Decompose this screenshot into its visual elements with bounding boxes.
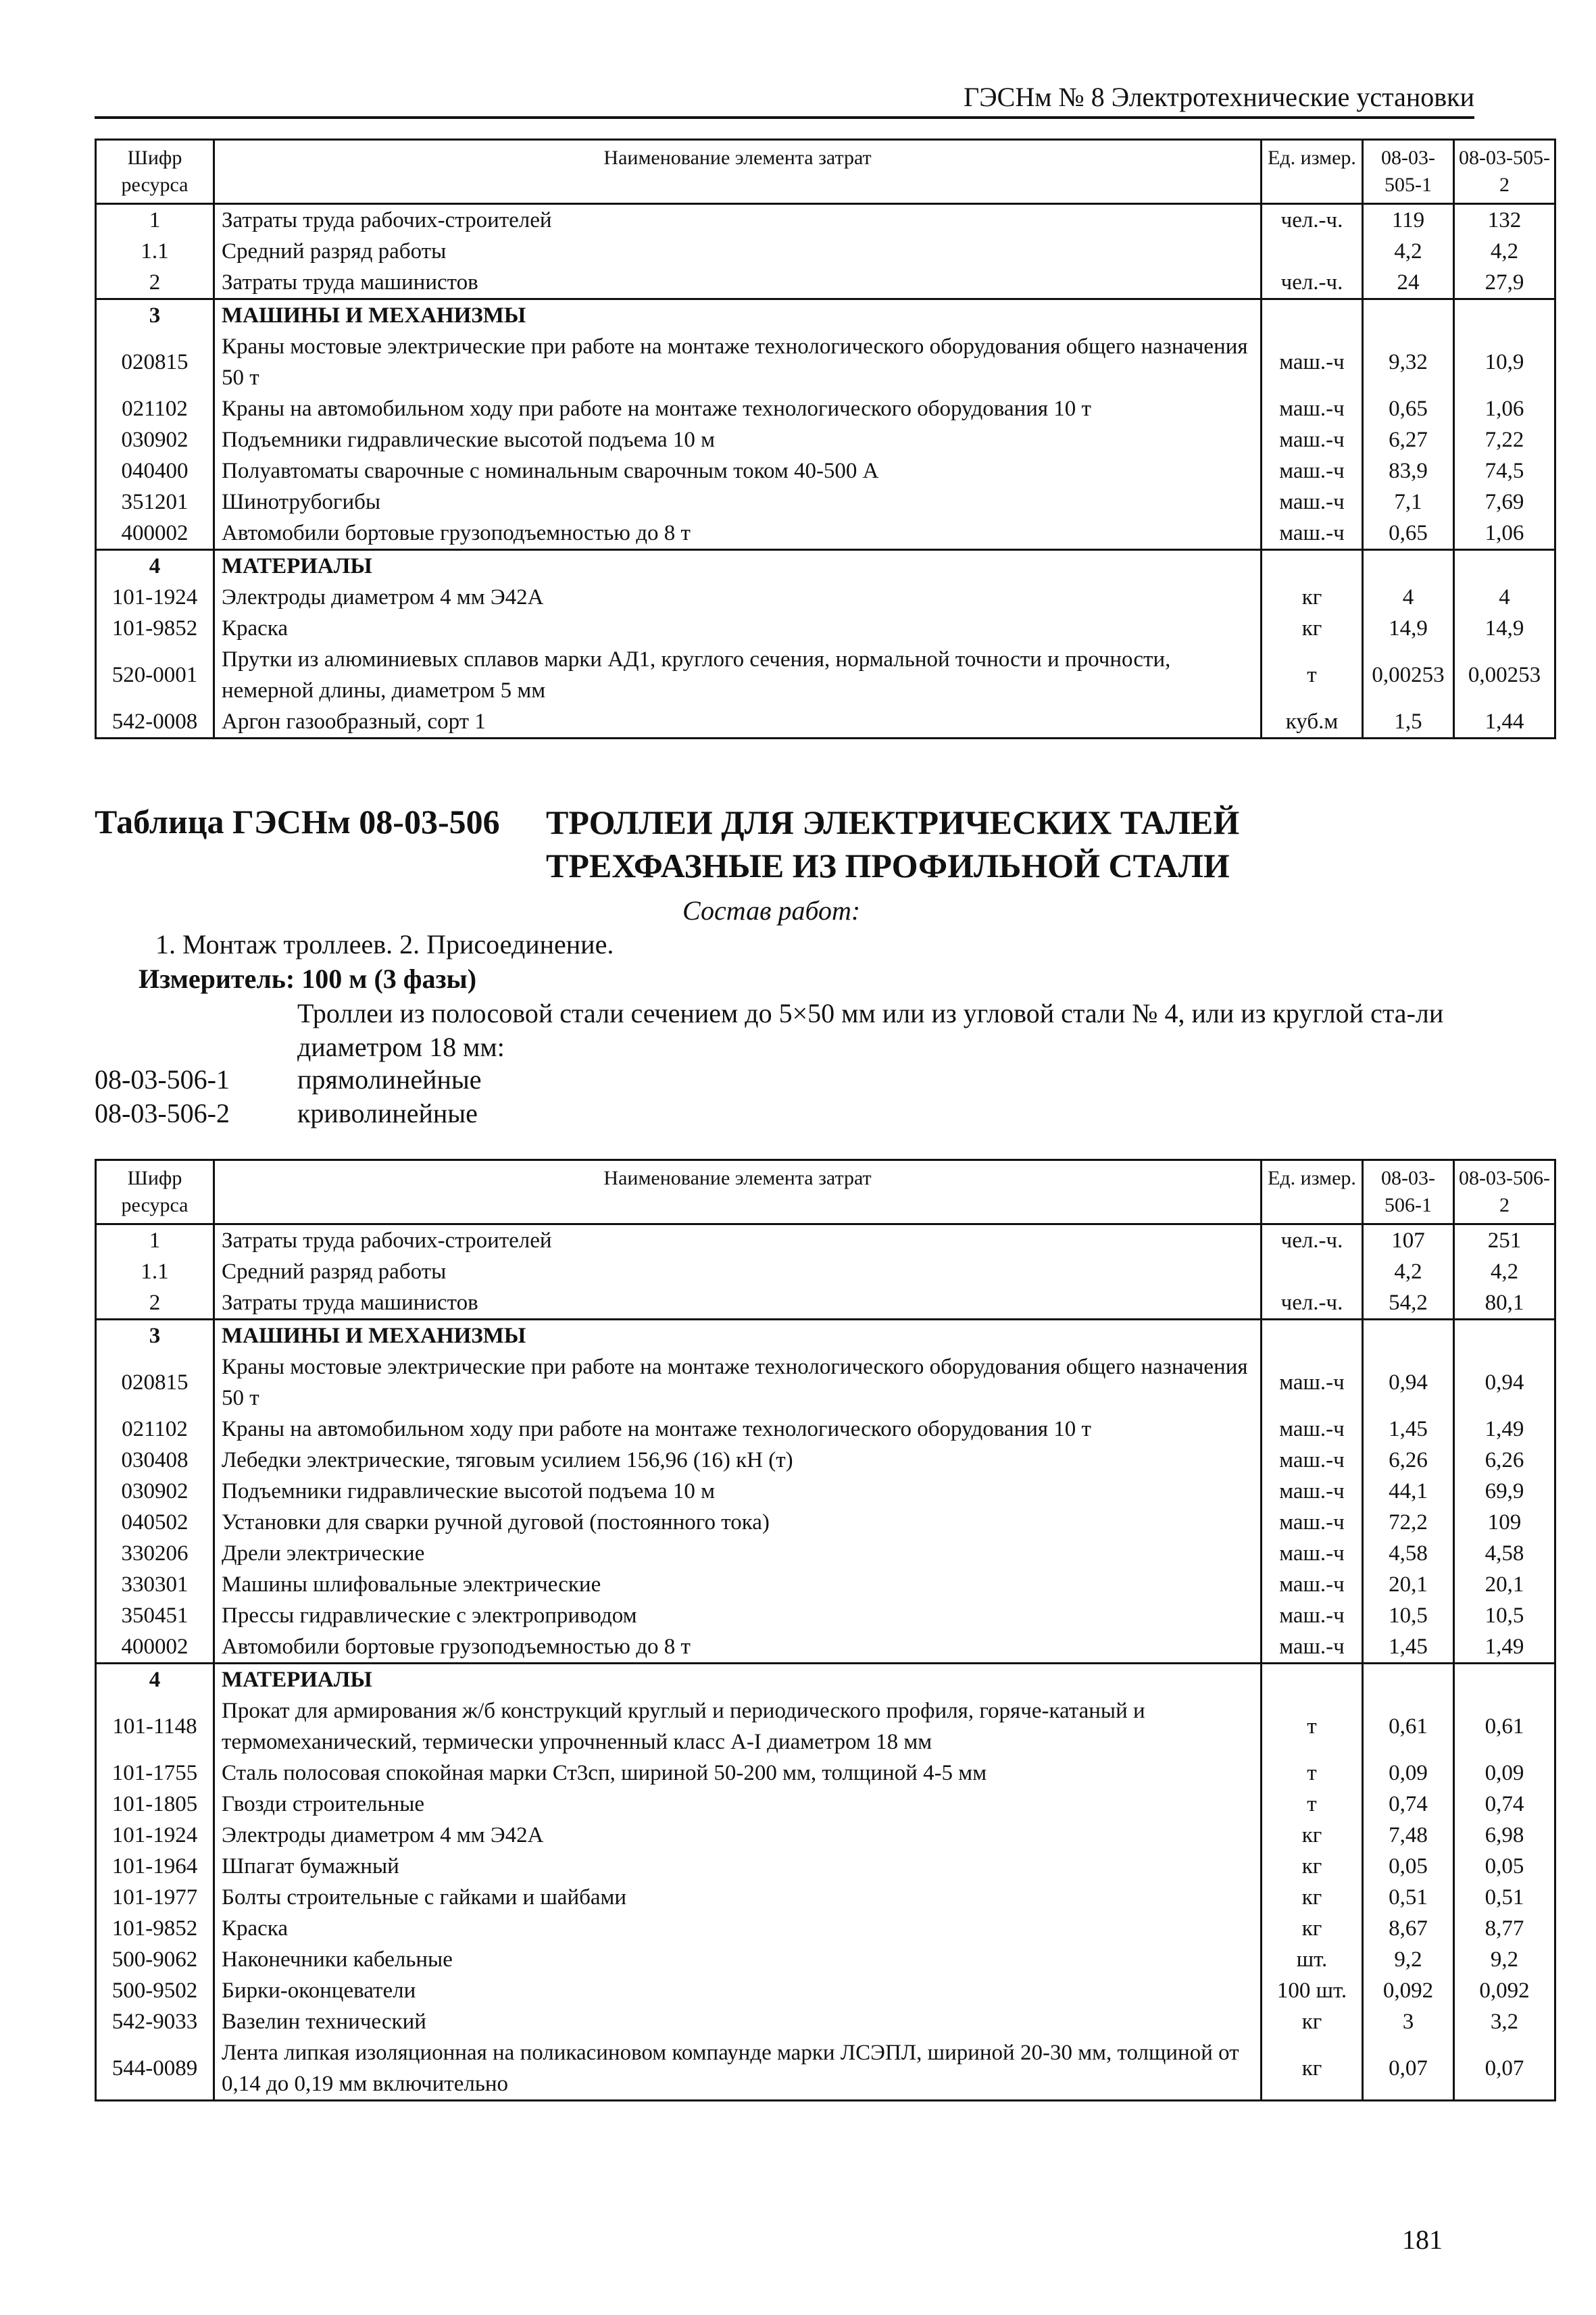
cell-value-2: 7,69 bbox=[1454, 487, 1555, 518]
variant-2-code: 08-03-506-2 bbox=[95, 1098, 230, 1128]
cell-code: 101-1805 bbox=[96, 1789, 214, 1820]
table-row bbox=[96, 613, 1555, 644]
cell-name: Дрели электрические bbox=[214, 1538, 1262, 1569]
table-row bbox=[96, 1758, 1555, 1789]
cell-value-2: 1,06 bbox=[1454, 393, 1555, 424]
table-row bbox=[96, 1507, 1555, 1538]
cell-value-1: 0,94 bbox=[1363, 1351, 1454, 1414]
cell-value-2: 74,5 bbox=[1454, 455, 1555, 487]
cell-value-1: 0,61 bbox=[1363, 1695, 1454, 1758]
cell-name: МАШИНЫ И МЕХАНИЗМЫ bbox=[214, 1320, 1262, 1352]
cell-code: 020815 bbox=[96, 331, 214, 393]
header-unit: Ед. измер. bbox=[1262, 1160, 1363, 1224]
cell-unit: маш.-ч bbox=[1262, 455, 1363, 487]
table-row bbox=[96, 582, 1555, 613]
cell-name: Наконечники кабельные bbox=[214, 1944, 1262, 1975]
table-header-row bbox=[96, 1160, 1555, 1224]
cell-unit: кг bbox=[1262, 2006, 1363, 2037]
cell-unit: маш.-ч bbox=[1262, 331, 1363, 393]
table-row bbox=[96, 1851, 1555, 1882]
cell-value-1: 0,00253 bbox=[1363, 644, 1454, 706]
cell-value-2: 27,9 bbox=[1454, 267, 1555, 299]
cell-code: 542-0008 bbox=[96, 706, 214, 739]
table-row bbox=[96, 1538, 1555, 1569]
cell-code: 350451 bbox=[96, 1600, 214, 1631]
cell-value-2: 0,09 bbox=[1454, 1758, 1555, 1789]
cell-value-2: 8,77 bbox=[1454, 1913, 1555, 1944]
cell-value-1 bbox=[1363, 550, 1454, 582]
table-label: Таблица ГЭСНм 08-03-506 bbox=[95, 803, 500, 841]
table-row bbox=[96, 455, 1555, 487]
cell-name: Вазелин технический bbox=[214, 2006, 1262, 2037]
variant-1-name: прямолинейные bbox=[297, 1064, 482, 1095]
header-unit: Ед. измер. bbox=[1262, 140, 1363, 204]
cell-value-1 bbox=[1363, 1664, 1454, 1696]
cell-code: 351201 bbox=[96, 487, 214, 518]
cell-value-1: 3 bbox=[1363, 2006, 1454, 2037]
cell-value-1: 0,74 bbox=[1363, 1789, 1454, 1820]
cell-code: 1 bbox=[96, 1224, 214, 1257]
cell-unit: чел.-ч. bbox=[1262, 1224, 1363, 1257]
cell-name: Лента липкая изоляционная на поликасиновом компаунде марки ЛСЭПЛ, шириной 20-30 мм, толщиной от 0,14 до 0,19 мм включительно bbox=[214, 2037, 1262, 2101]
cell-name: Затраты труда машинистов bbox=[214, 1287, 1262, 1320]
cell-code: 030902 bbox=[96, 424, 214, 455]
table-row bbox=[96, 393, 1555, 424]
cell-name: Машины шлифовальные электрические bbox=[214, 1569, 1262, 1600]
table-row bbox=[96, 2006, 1555, 2037]
table-row bbox=[96, 487, 1555, 518]
table-row bbox=[96, 1600, 1555, 1631]
works-heading: Состав работ: bbox=[682, 895, 861, 926]
cell-unit: куб.м bbox=[1262, 706, 1363, 739]
cell-unit: 100 шт. bbox=[1262, 1975, 1363, 2006]
cell-unit: т bbox=[1262, 1789, 1363, 1820]
cell-value-1: 10,5 bbox=[1363, 1600, 1454, 1631]
cell-value-2: 109 bbox=[1454, 1507, 1555, 1538]
cell-value-1: 0,07 bbox=[1363, 2037, 1454, 2101]
cell-name: Краска bbox=[214, 613, 1262, 644]
cell-value-2: 69,9 bbox=[1454, 1476, 1555, 1507]
meter-value: 100 м (3 фазы) bbox=[301, 964, 477, 994]
cell-value-2: 14,9 bbox=[1454, 613, 1555, 644]
cell-unit: маш.-ч bbox=[1262, 1414, 1363, 1445]
cell-unit bbox=[1262, 550, 1363, 582]
table-body bbox=[96, 1224, 1555, 2101]
cell-unit bbox=[1262, 1320, 1363, 1352]
cell-value-2: 0,00253 bbox=[1454, 644, 1555, 706]
header-code: Шифр ресурса bbox=[96, 140, 214, 204]
header-code: Шифр ресурса bbox=[96, 1160, 214, 1224]
cell-value-1: 20,1 bbox=[1363, 1569, 1454, 1600]
cell-unit: чел.-ч. bbox=[1262, 267, 1363, 299]
cell-code: 101-1924 bbox=[96, 582, 214, 613]
table-title-line-1: ТРОЛЛЕИ ДЛЯ ЭЛЕКТРИЧЕСКИХ ТАЛЕЙ bbox=[546, 803, 1240, 841]
cell-code: 030902 bbox=[96, 1476, 214, 1507]
cell-value-2: 20,1 bbox=[1454, 1569, 1555, 1600]
cell-unit: кг bbox=[1262, 1820, 1363, 1851]
cell-name: Прокат для армирования ж/б конструкций круглый и периодического профиля, горяче-катаный и термомеханический, термически упрочненный класс А-I диаметром 18 мм bbox=[214, 1695, 1262, 1758]
cell-code: 2 bbox=[96, 1287, 214, 1320]
table-row bbox=[96, 1695, 1555, 1758]
table-row bbox=[96, 267, 1555, 299]
cell-value-1: 119 bbox=[1363, 204, 1454, 237]
cell-name: Краны мостовые электрические при работе на монтаже технологического оборудования общего назначения 50 т bbox=[214, 331, 1262, 393]
cell-code: 3 bbox=[96, 1320, 214, 1352]
table-row bbox=[96, 2037, 1555, 2101]
table-row bbox=[96, 706, 1555, 739]
cell-value-2: 0,61 bbox=[1454, 1695, 1555, 1758]
table-row bbox=[96, 236, 1555, 267]
cell-name: Автомобили бортовые грузоподъемностью до 8 т bbox=[214, 518, 1262, 550]
cell-value-2: 1,44 bbox=[1454, 706, 1555, 739]
cell-unit: чел.-ч. bbox=[1262, 1287, 1363, 1320]
cell-unit: маш.-ч bbox=[1262, 393, 1363, 424]
table-row bbox=[96, 299, 1555, 332]
cell-code: 021102 bbox=[96, 1414, 214, 1445]
cell-name: Полуавтоматы сварочные с номинальным сварочным током 40-500 А bbox=[214, 455, 1262, 487]
table-row bbox=[96, 1224, 1555, 1257]
table-row bbox=[96, 1476, 1555, 1507]
cell-code: 4 bbox=[96, 1664, 214, 1696]
cell-name: Электроды диаметром 4 мм Э42А bbox=[214, 1820, 1262, 1851]
cell-code: 020815 bbox=[96, 1351, 214, 1414]
cell-unit: т bbox=[1262, 644, 1363, 706]
cell-unit bbox=[1262, 299, 1363, 332]
works-list: 1. Монтаж троллеев. 2. Присоединение. bbox=[155, 929, 614, 960]
table-row bbox=[96, 1944, 1555, 1975]
cell-value-1: 0,05 bbox=[1363, 1851, 1454, 1882]
cell-code: 2 bbox=[96, 267, 214, 299]
cell-name: Краны на автомобильном ходу при работе на монтаже технологического оборудования 10 т bbox=[214, 393, 1262, 424]
cell-name: Краны на автомобильном ходу при работе на монтаже технологического оборудования 10 т bbox=[214, 1414, 1262, 1445]
cell-unit: маш.-ч bbox=[1262, 487, 1363, 518]
table-row bbox=[96, 1569, 1555, 1600]
cell-value-1: 107 bbox=[1363, 1224, 1454, 1257]
cell-value-1: 0,65 bbox=[1363, 393, 1454, 424]
cell-value-1: 9,2 bbox=[1363, 1944, 1454, 1975]
cell-code: 330206 bbox=[96, 1538, 214, 1569]
cell-value-2: 7,22 bbox=[1454, 424, 1555, 455]
cell-value-2: 0,94 bbox=[1454, 1351, 1555, 1414]
cell-code: 3 bbox=[96, 299, 214, 332]
cell-name: Болты строительные с гайками и шайбами bbox=[214, 1882, 1262, 1913]
cell-value-1: 0,65 bbox=[1363, 518, 1454, 550]
cell-value-1 bbox=[1363, 299, 1454, 332]
cell-value-2: 0,092 bbox=[1454, 1975, 1555, 2006]
cell-code: 101-9852 bbox=[96, 613, 214, 644]
cell-value-2: 4 bbox=[1454, 582, 1555, 613]
cell-value-2 bbox=[1454, 1320, 1555, 1352]
header-col-2: 08-03-505-2 bbox=[1454, 140, 1555, 204]
meter bbox=[139, 962, 476, 997]
cell-value-1: 7,1 bbox=[1363, 487, 1454, 518]
cell-value-1: 54,2 bbox=[1363, 1287, 1454, 1320]
cell-code: 400002 bbox=[96, 518, 214, 550]
table-row bbox=[96, 1975, 1555, 2006]
cell-code: 101-1964 bbox=[96, 1851, 214, 1882]
cell-name: Шпагат бумажный bbox=[214, 1851, 1262, 1882]
description: Троллеи из полосовой стали сечением до 5×50 мм или из угловой стали № 4, или из круглой ста-ли диаметром 18 мм: bbox=[297, 998, 1444, 1062]
cell-unit: маш.-ч bbox=[1262, 1538, 1363, 1569]
cell-name: Прутки из алюминиевых сплавов марки АД1, круглого сечения, нормальной точности и прочности, немерной длины, диаметром 5 мм bbox=[214, 644, 1262, 706]
cell-value-1: 8,67 bbox=[1363, 1913, 1454, 1944]
cell-value-1: 44,1 bbox=[1363, 1476, 1454, 1507]
cell-unit: кг bbox=[1262, 1913, 1363, 1944]
cell-name: Затраты труда рабочих-строителей bbox=[214, 1224, 1262, 1257]
cell-value-2: 4,2 bbox=[1454, 1256, 1555, 1287]
cell-unit: маш.-ч bbox=[1262, 1476, 1363, 1507]
cell-value-2: 80,1 bbox=[1454, 1287, 1555, 1320]
cell-unit: маш.-ч bbox=[1262, 1600, 1363, 1631]
header-col-1: 08-03-506-1 bbox=[1363, 1160, 1454, 1224]
cell-value-2: 9,2 bbox=[1454, 1944, 1555, 1975]
header-col-2: 08-03-506-2 bbox=[1454, 1160, 1555, 1224]
cell-name: Затраты труда машинистов bbox=[214, 267, 1262, 299]
cell-unit: т bbox=[1262, 1695, 1363, 1758]
cell-name: Подъемники гидравлические высотой подъема 10 м bbox=[214, 424, 1262, 455]
cell-name: Лебедки электрические, тяговым усилием 156,96 (16) кН (т) bbox=[214, 1445, 1262, 1476]
header-name: Наименование элемента затрат bbox=[214, 1160, 1262, 1224]
cell-unit bbox=[1262, 1664, 1363, 1696]
table-title-line-2: ТРЕХФАЗНЫЕ ИЗ ПРОФИЛЬНОЙ СТАЛИ bbox=[546, 847, 1230, 885]
cell-value-1: 83,9 bbox=[1363, 455, 1454, 487]
cell-code: 1.1 bbox=[96, 236, 214, 267]
cell-name: Гвозди строительные bbox=[214, 1789, 1262, 1820]
table-row bbox=[96, 644, 1555, 706]
cell-code: 544-0089 bbox=[96, 2037, 214, 2101]
cell-unit: кг bbox=[1262, 582, 1363, 613]
table-title bbox=[546, 801, 1465, 887]
cell-value-2: 6,98 bbox=[1454, 1820, 1555, 1851]
cell-code: 500-9502 bbox=[96, 1975, 214, 2006]
cell-unit: маш.-ч bbox=[1262, 1351, 1363, 1414]
cell-name: МАТЕРИАЛЫ bbox=[214, 550, 1262, 582]
table-row bbox=[96, 1320, 1555, 1352]
resource-table-505 bbox=[95, 139, 1556, 739]
cell-value-1: 6,26 bbox=[1363, 1445, 1454, 1476]
table-row bbox=[96, 518, 1555, 550]
table-row bbox=[96, 1631, 1555, 1664]
cell-code: 500-9062 bbox=[96, 1944, 214, 1975]
cell-unit: кг bbox=[1262, 1882, 1363, 1913]
header-col-1: 08-03-505-1 bbox=[1363, 140, 1454, 204]
table-row bbox=[96, 1351, 1555, 1414]
page-number: 181 bbox=[1402, 2224, 1443, 2255]
table-row bbox=[96, 1882, 1555, 1913]
cell-value-1: 1,45 bbox=[1363, 1631, 1454, 1664]
cell-value-1: 24 bbox=[1363, 267, 1454, 299]
cell-unit: т bbox=[1262, 1758, 1363, 1789]
cell-value-1: 6,27 bbox=[1363, 424, 1454, 455]
cell-value-1: 4,2 bbox=[1363, 236, 1454, 267]
resource-table-506 bbox=[95, 1159, 1556, 2101]
cell-name: Затраты труда рабочих-строителей bbox=[214, 204, 1262, 237]
cell-unit bbox=[1262, 236, 1363, 267]
cell-code: 4 bbox=[96, 550, 214, 582]
cell-name: Аргон газообразный, сорт 1 bbox=[214, 706, 1262, 739]
cell-code: 030408 bbox=[96, 1445, 214, 1476]
variant-1 bbox=[95, 1063, 482, 1097]
cell-value-1: 4,58 bbox=[1363, 1538, 1454, 1569]
cell-unit: маш.-ч bbox=[1262, 1445, 1363, 1476]
cell-name: Прессы гидравлические с электроприводом bbox=[214, 1600, 1262, 1631]
cell-value-1: 4,2 bbox=[1363, 1256, 1454, 1287]
table-row bbox=[96, 1256, 1555, 1287]
table-row bbox=[96, 1414, 1555, 1445]
cell-value-2: 1,49 bbox=[1454, 1414, 1555, 1445]
cell-name: Шинотрубогибы bbox=[214, 487, 1262, 518]
running-header: ГЭСНм № 8 Электротехнические установки bbox=[95, 80, 1474, 119]
cell-unit: кг bbox=[1262, 613, 1363, 644]
cell-value-2: 0,51 bbox=[1454, 1882, 1555, 1913]
cell-name: Средний разряд работы bbox=[214, 236, 1262, 267]
cell-unit: кг bbox=[1262, 2037, 1363, 2101]
cell-value-2: 0,05 bbox=[1454, 1851, 1555, 1882]
cell-name: Автомобили бортовые грузоподъемностью до 8 т bbox=[214, 1631, 1262, 1664]
cell-code: 1 bbox=[96, 204, 214, 237]
cell-value-2: 10,5 bbox=[1454, 1600, 1555, 1631]
cell-value-1: 0,092 bbox=[1363, 1975, 1454, 2006]
cell-name: Сталь полосовая спокойная марки Ст3сп, шириной 50-200 мм, толщиной 4-5 мм bbox=[214, 1758, 1262, 1789]
cell-value-1: 4 bbox=[1363, 582, 1454, 613]
cell-unit: кг bbox=[1262, 1851, 1363, 1882]
cell-code: 330301 bbox=[96, 1569, 214, 1600]
cell-code: 520-0001 bbox=[96, 644, 214, 706]
cell-value-2 bbox=[1454, 1664, 1555, 1696]
cell-name: Краска bbox=[214, 1913, 1262, 1944]
table-row bbox=[96, 331, 1555, 393]
cell-code: 101-1148 bbox=[96, 1695, 214, 1758]
cell-value-2: 4,58 bbox=[1454, 1538, 1555, 1569]
cell-value-2: 3,2 bbox=[1454, 2006, 1555, 2037]
cell-value-1: 72,2 bbox=[1363, 1507, 1454, 1538]
variant-2 bbox=[95, 1097, 478, 1130]
cell-name: МАШИНЫ И МЕХАНИЗМЫ bbox=[214, 299, 1262, 332]
cell-value-2: 4,2 bbox=[1454, 236, 1555, 267]
table-row bbox=[96, 204, 1555, 237]
cell-value-2: 0,74 bbox=[1454, 1789, 1555, 1820]
table-body bbox=[96, 204, 1555, 739]
meter-label: Измеритель: bbox=[139, 964, 295, 994]
cell-value-1 bbox=[1363, 1320, 1454, 1352]
cell-value-2: 10,9 bbox=[1454, 331, 1555, 393]
cell-name: Бирки-оконцеватели bbox=[214, 1975, 1262, 2006]
table-row bbox=[96, 550, 1555, 582]
cell-name: Электроды диаметром 4 мм Э42А bbox=[214, 582, 1262, 613]
variant-1-code: 08-03-506-1 bbox=[95, 1064, 230, 1095]
cell-value-2: 6,26 bbox=[1454, 1445, 1555, 1476]
cell-value-1: 1,5 bbox=[1363, 706, 1454, 739]
cell-unit bbox=[1262, 1256, 1363, 1287]
cell-name: Краны мостовые электрические при работе на монтаже технологического оборудования общего назначения 50 т bbox=[214, 1351, 1262, 1414]
cell-code: 040400 bbox=[96, 455, 214, 487]
cell-value-2: 0,07 bbox=[1454, 2037, 1555, 2101]
table-row bbox=[96, 1664, 1555, 1696]
cell-unit: маш.-ч bbox=[1262, 518, 1363, 550]
cell-value-1: 14,9 bbox=[1363, 613, 1454, 644]
cell-name: Установки для сварки ручной дуговой (постоянного тока) bbox=[214, 1507, 1262, 1538]
table-row bbox=[96, 1445, 1555, 1476]
cell-value-1: 7,48 bbox=[1363, 1820, 1454, 1851]
table-header-row bbox=[96, 140, 1555, 204]
cell-unit: маш.-ч bbox=[1262, 424, 1363, 455]
table-row bbox=[96, 1820, 1555, 1851]
cell-value-2: 1,49 bbox=[1454, 1631, 1555, 1664]
cell-value-1: 0,51 bbox=[1363, 1882, 1454, 1913]
header-name: Наименование элемента затрат bbox=[214, 140, 1262, 204]
cell-value-2: 251 bbox=[1454, 1224, 1555, 1257]
cell-value-1: 0,09 bbox=[1363, 1758, 1454, 1789]
cell-code: 040502 bbox=[96, 1507, 214, 1538]
cell-value-1: 9,32 bbox=[1363, 331, 1454, 393]
variant-2-name: криволинейные bbox=[297, 1098, 478, 1128]
cell-unit: маш.-ч bbox=[1262, 1507, 1363, 1538]
cell-unit: шт. bbox=[1262, 1944, 1363, 1975]
table-row bbox=[96, 1789, 1555, 1820]
table-row bbox=[96, 1913, 1555, 1944]
cell-name: Подъемники гидравлические высотой подъема 10 м bbox=[214, 1476, 1262, 1507]
cell-value-2 bbox=[1454, 299, 1555, 332]
cell-value-2 bbox=[1454, 550, 1555, 582]
cell-code: 021102 bbox=[96, 393, 214, 424]
cell-code: 1.1 bbox=[96, 1256, 214, 1287]
cell-value-1: 1,45 bbox=[1363, 1414, 1454, 1445]
cell-value-2: 1,06 bbox=[1454, 518, 1555, 550]
table-row bbox=[96, 1287, 1555, 1320]
cell-name: Средний разряд работы bbox=[214, 1256, 1262, 1287]
cell-unit: маш.-ч bbox=[1262, 1631, 1363, 1664]
cell-code: 101-1924 bbox=[96, 1820, 214, 1851]
cell-code: 400002 bbox=[96, 1631, 214, 1664]
cell-code: 101-1977 bbox=[96, 1882, 214, 1913]
table-row bbox=[96, 424, 1555, 455]
cell-unit: маш.-ч bbox=[1262, 1569, 1363, 1600]
cell-value-2: 132 bbox=[1454, 204, 1555, 237]
cell-code: 101-9852 bbox=[96, 1913, 214, 1944]
cell-code: 542-9033 bbox=[96, 2006, 214, 2037]
cell-name: МАТЕРИАЛЫ bbox=[214, 1664, 1262, 1696]
cell-unit: чел.-ч. bbox=[1262, 204, 1363, 237]
cell-code: 101-1755 bbox=[96, 1758, 214, 1789]
